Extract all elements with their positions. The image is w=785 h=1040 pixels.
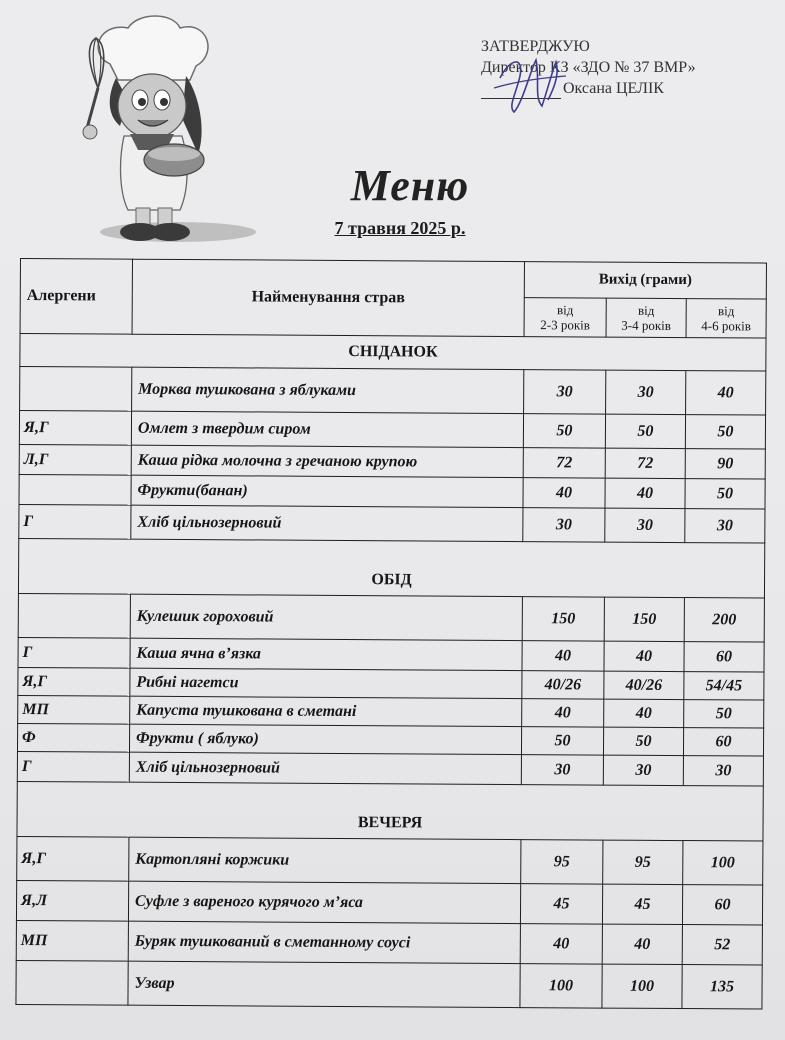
section-title: СНІДАНОК	[20, 334, 766, 372]
menu-body	[16, 334, 766, 1010]
allergen-cell	[20, 367, 132, 412]
dish-name-cell: Каша ячна в’язка	[130, 638, 522, 670]
portion-4-6-cell: 50	[685, 415, 765, 449]
portion-3-4-cell: 150	[604, 597, 684, 641]
portion-3-4-cell: 30	[605, 508, 685, 542]
portion-4-6-cell: 200	[684, 598, 764, 642]
portion-2-3-cell: 30	[521, 755, 603, 786]
dish-name-cell: Рибні нагетси	[130, 668, 522, 698]
chef-illustration	[58, 14, 258, 254]
portion-3-4-cell: 40	[604, 699, 684, 727]
portion-4-6-cell: 90	[685, 449, 765, 479]
dish-name-cell: Хліб цільнозерновий	[129, 752, 521, 784]
allergen-cell: Г	[19, 504, 131, 539]
page-title: Меню	[350, 161, 470, 210]
age-from-label: від	[717, 303, 735, 319]
allergen-cell: Г	[17, 751, 129, 782]
allergen-cell: Я,Г	[19, 411, 131, 446]
portion-3-4-cell: 72	[605, 448, 685, 478]
age-range-label: 2-3 років	[540, 317, 590, 333]
dish-name-cell: Буряк тушкований в сметанному соусі	[128, 921, 520, 963]
portion-4-6-cell: 100	[683, 841, 763, 885]
dish-name-cell: Омлет з твердим сиром	[131, 411, 523, 447]
table-row	[18, 695, 764, 728]
approval-position: Директор КЗ «ЗДО № 37 ВМР»	[481, 59, 696, 76]
handwritten-signature	[490, 48, 570, 118]
dish-name-cell: Узвар	[128, 961, 520, 1007]
allergen-cell: Г	[18, 637, 130, 668]
portion-3-4-cell: 40/26	[604, 671, 684, 699]
table-row	[19, 504, 765, 543]
menu-date: 7 травня 2025 р.	[334, 218, 466, 238]
menu-table	[15, 258, 767, 1010]
allergen-cell: Я,Г	[17, 836, 129, 881]
table-row	[18, 637, 764, 672]
age-from-label: від	[637, 302, 655, 318]
portion-2-3-cell: 30	[524, 370, 606, 415]
table-row	[16, 960, 762, 1009]
portion-4-6-cell: 135	[682, 965, 762, 1009]
portion-2-3-cell: 100	[520, 964, 602, 1009]
allergen-cell: Ф	[17, 723, 129, 752]
portion-2-3-cell: 72	[523, 448, 605, 479]
portion-3-4-cell: 40	[605, 478, 685, 508]
dish-name-cell: Суфле з вареного курячого м’яса	[128, 881, 520, 923]
header-dish-name: Найменування страв	[132, 259, 524, 336]
dish-name-cell: Капуста тушкована в сметані	[130, 696, 522, 726]
allergen-cell: Л,Г	[19, 444, 131, 475]
portion-4-6-cell: 40	[686, 371, 766, 415]
header-allergens: Алергени	[20, 259, 132, 335]
portion-4-6-cell: 30	[683, 756, 763, 786]
dish-name-cell: Фрукти(банан)	[131, 475, 523, 507]
portion-2-3-cell: 40	[522, 641, 604, 672]
allergen-cell: Я,Г	[18, 667, 130, 696]
age-from-label: від	[556, 302, 574, 318]
dish-name-cell: Морква тушкована з яблуками	[132, 367, 524, 413]
header-age-4-6	[686, 299, 766, 338]
section-header-row	[20, 334, 766, 372]
table-row	[19, 474, 765, 509]
portion-3-4-cell: 30	[603, 755, 683, 785]
section-title: ВЕЧЕРЯ	[17, 781, 763, 841]
table-row	[17, 723, 763, 756]
approval-heading: ЗАТВЕРДЖУЮ	[481, 38, 590, 55]
portion-3-4-cell: 30	[606, 370, 686, 414]
dish-name-cell: Каша рідка молочна з гречаною крупою	[131, 445, 523, 477]
portion-2-3-cell: 95	[521, 840, 603, 885]
dish-name-cell: Кулешик гороховий	[130, 594, 522, 640]
portion-2-3-cell: 40	[522, 699, 604, 728]
table-row	[17, 751, 763, 786]
portion-4-6-cell: 60	[683, 728, 763, 756]
age-range-label: 4-6 років	[701, 318, 751, 334]
allergen-cell	[19, 474, 131, 505]
dish-name-cell: Картопляні коржики	[129, 837, 521, 883]
allergen-cell: Я,Л	[16, 880, 128, 921]
portion-2-3-cell: 30	[523, 508, 605, 543]
portion-2-3-cell: 40	[523, 478, 605, 509]
allergen-cell: МП	[16, 920, 128, 961]
portion-3-4-cell: 50	[605, 414, 685, 448]
portion-4-6-cell: 52	[682, 925, 762, 965]
portion-3-4-cell: 40	[602, 924, 682, 964]
portion-4-6-cell: 30	[685, 509, 765, 543]
table-row	[18, 667, 764, 700]
portion-3-4-cell: 95	[603, 840, 683, 884]
portion-4-6-cell: 60	[682, 885, 762, 925]
section-header-row	[18, 538, 764, 598]
table-row	[16, 880, 762, 925]
table-row	[18, 593, 764, 642]
table-row	[17, 836, 763, 885]
table-row	[20, 367, 766, 416]
allergen-cell	[18, 593, 130, 638]
portion-2-3-cell: 50	[521, 727, 603, 756]
dish-name-cell: Хліб цільнозерновий	[131, 505, 523, 541]
portion-2-3-cell: 40	[520, 924, 602, 965]
header-age-3-4	[606, 298, 686, 337]
portion-3-4-cell: 50	[603, 727, 683, 755]
approval-name: Оксана ЦЕЛІК	[563, 80, 664, 97]
table-row	[16, 920, 762, 965]
portion-3-4-cell: 100	[602, 964, 682, 1008]
portion-4-6-cell: 50	[685, 479, 765, 509]
portion-2-3-cell: 40/26	[522, 671, 604, 700]
table-row	[19, 411, 765, 450]
portion-3-4-cell: 40	[604, 641, 684, 671]
header-age-2-3	[524, 298, 606, 338]
allergen-cell	[16, 960, 128, 1005]
portion-4-6-cell: 54/45	[684, 672, 764, 700]
portion-4-6-cell: 50	[684, 700, 764, 728]
portion-4-6-cell: 60	[684, 642, 764, 672]
section-title: ОБІД	[18, 538, 764, 598]
portion-3-4-cell: 45	[602, 884, 682, 924]
allergen-cell: МП	[18, 695, 130, 724]
section-header-row	[17, 781, 763, 841]
portion-2-3-cell: 50	[523, 414, 605, 449]
dish-name-cell: Фрукти ( яблуко)	[129, 724, 521, 754]
age-range-label: 3-4 років	[621, 317, 671, 333]
portion-2-3-cell: 150	[522, 597, 604, 642]
header-portion-grams: Вихід (грами)	[524, 262, 766, 299]
table-row	[19, 444, 765, 479]
portion-2-3-cell: 45	[520, 884, 602, 925]
